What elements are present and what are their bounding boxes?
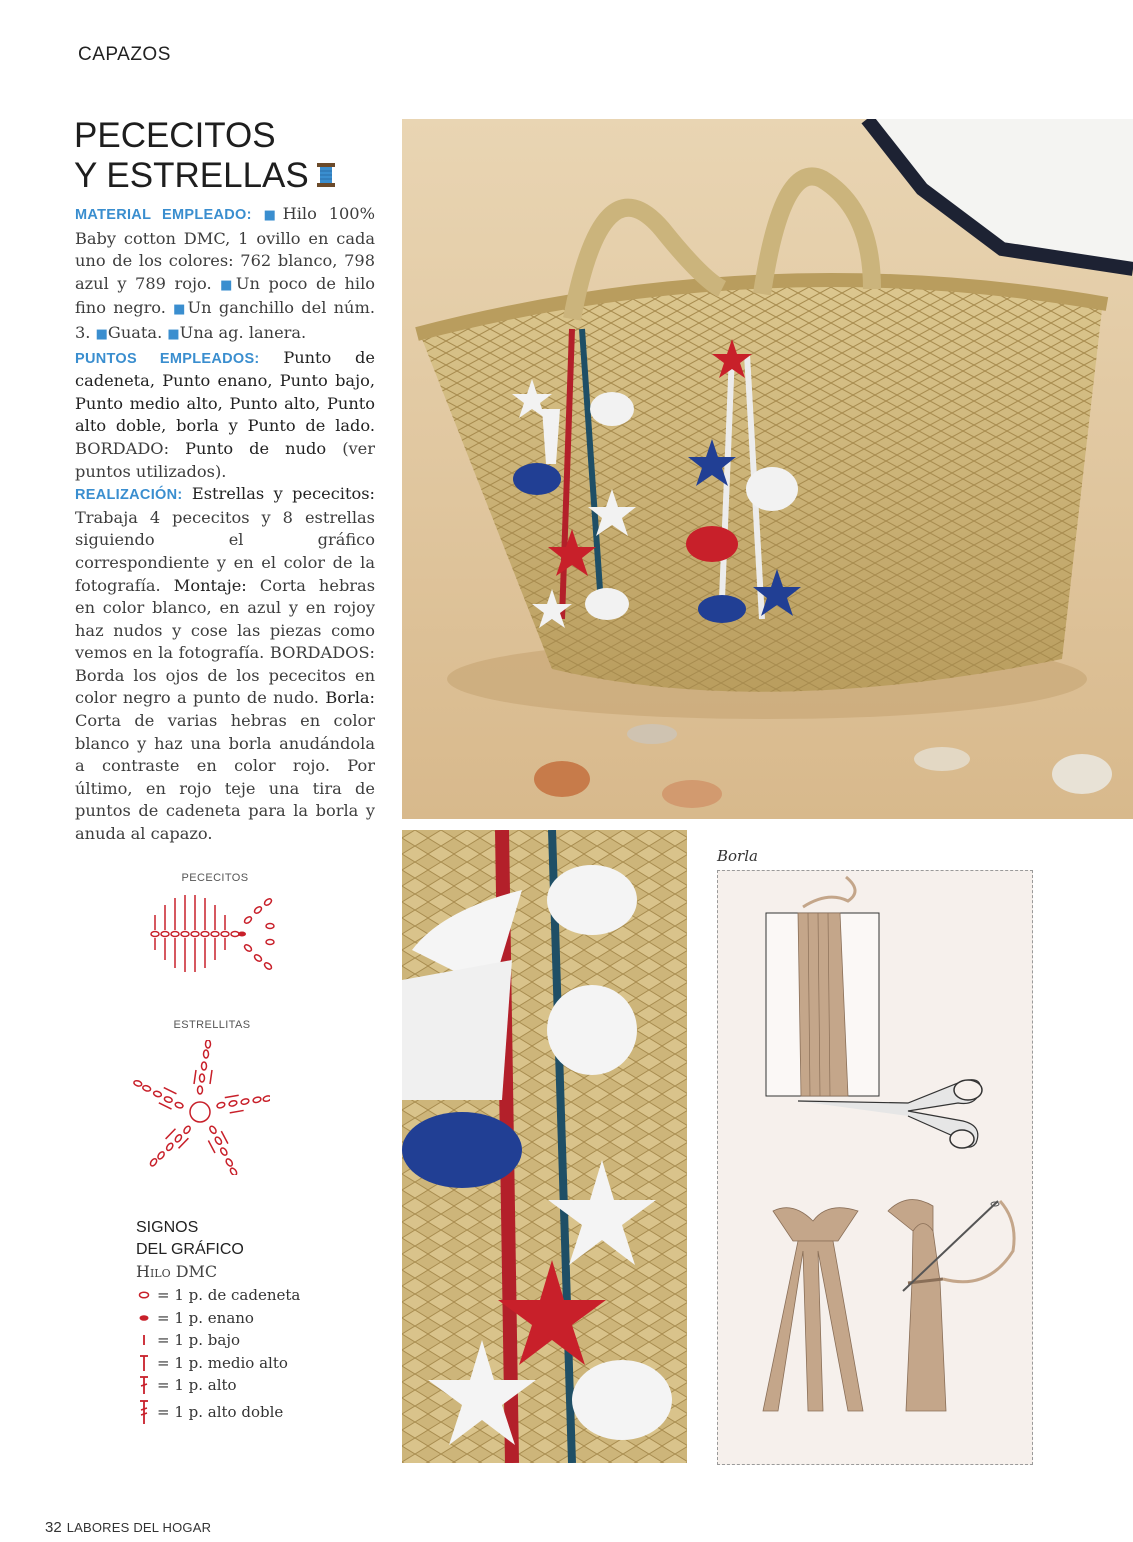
puntos-paragraph bbox=[75, 347, 375, 484]
legend-row bbox=[136, 1352, 300, 1375]
illustration-label: Borla bbox=[717, 847, 758, 865]
legend-title-line: SIGNOS bbox=[136, 1219, 199, 1236]
borla-text: Corta de varias hebras en color blanco y haz una borla anudándola a contraste en color rojo. Por último, en rojo teje una tira de puntos de cadeneta para la borla y anuda al capazo. bbox=[75, 711, 375, 844]
montaje-text: Corta hebras en color blanco, en azul y en rojoy haz nudos y cose las piezas como vemos en la fotografía. BORDADOS: Borda los ojos de los pececitos en color negro a punto de nudo. bbox=[75, 575, 375, 708]
legend-row bbox=[136, 1329, 300, 1352]
basket-photo bbox=[402, 119, 1133, 819]
page-number: 32 bbox=[45, 1519, 62, 1536]
star-chart-caption: ESTRELLITAS bbox=[173, 1019, 251, 1031]
chain-stitch-symbol-icon bbox=[136, 1291, 152, 1299]
stitch-legend bbox=[136, 1284, 300, 1427]
legend-label: = 1 p. enano bbox=[157, 1308, 254, 1327]
realizacion-text: Trabaja 4 pececitos y 8 estrellas siguiendo el gráfico correspondiente y en el color de la fotografía. bbox=[75, 507, 375, 595]
instructions-text bbox=[75, 203, 375, 846]
double-crochet-symbol-icon bbox=[136, 1375, 152, 1395]
montaje-label: Montaje: bbox=[173, 575, 247, 595]
material-item: Hilo 100% Baby cotton DMC, 1 ovillo en cada uno de los colores: 762 blanco, 798 azul y 789 rojo. bbox=[75, 204, 375, 293]
realizacion-label: REALIZACIÓN: bbox=[75, 487, 183, 504]
tassel-illustration bbox=[717, 870, 1033, 1465]
half-double-crochet-symbol-icon bbox=[136, 1354, 152, 1372]
bordado-label: BORDADO: bbox=[75, 438, 170, 458]
bordado-stitch: Punto de nudo bbox=[185, 438, 327, 458]
legend-row bbox=[136, 1374, 300, 1397]
fish-chart bbox=[140, 890, 280, 989]
realizacion-paragraph bbox=[75, 483, 375, 846]
single-crochet-symbol-icon bbox=[136, 1333, 152, 1347]
closeup-photo bbox=[402, 830, 687, 1463]
slip-stitch-symbol-icon bbox=[136, 1314, 152, 1322]
article-title bbox=[74, 116, 337, 198]
title-line-1: PECECITOS bbox=[74, 116, 276, 155]
legend-label: = 1 p. alto doble bbox=[157, 1402, 284, 1421]
puntos-label: PUNTOS EMPLEADOS: bbox=[75, 350, 260, 367]
legend-label: = 1 p. medio alto bbox=[157, 1353, 288, 1372]
material-item: Un poco de hilo fino negro. bbox=[75, 273, 375, 318]
thread-spool-icon bbox=[315, 158, 337, 198]
magazine-name: LABORES DEL HOGAR bbox=[66, 1520, 212, 1535]
treble-crochet-symbol-icon bbox=[136, 1399, 152, 1425]
realizacion-subhead: Estrellas y pececitos: bbox=[191, 484, 375, 504]
fish-chart-caption: PECECITOS bbox=[181, 872, 249, 884]
legend-label: = 1 p. alto bbox=[157, 1376, 237, 1395]
puntos-note: (ver puntos utilizados). bbox=[75, 438, 375, 481]
material-paragraph: MATERIAL EMPLEADO: ■Hilo 100% Baby cotton DMC, 1 ovillo en cada uno de los colores: 762 blanco, 798 azul y 789 rojo. ■Un poco de hilo fino negro. ■Un ganchillo del núm. 3. ■Guata. ■Una ag. lanera. bbox=[75, 204, 375, 342]
legend-row bbox=[136, 1397, 300, 1427]
material-item: Un ganchillo del núm. 3. bbox=[75, 298, 375, 342]
puntos-list: Punto de cadeneta, Punto enano, Punto bajo, Punto medio alto, Punto alto, Punto alto doble, borla y Punto de lado. bbox=[75, 347, 375, 436]
legend-row bbox=[136, 1307, 300, 1330]
legend-title-line: DEL GRÁFICO bbox=[136, 1241, 244, 1258]
page-footer bbox=[45, 1519, 211, 1536]
star-chart bbox=[130, 1040, 270, 1179]
material-label: MATERIAL EMPLEADO: bbox=[75, 207, 252, 223]
legend-row bbox=[136, 1284, 300, 1307]
material-item: Guata. bbox=[107, 322, 163, 342]
legend-label: = 1 p. bajo bbox=[157, 1331, 241, 1350]
legend-title bbox=[136, 1217, 244, 1261]
borla-label: Borla: bbox=[325, 688, 375, 708]
material-item: Una ag. lanera. bbox=[179, 322, 307, 342]
section-heading: CAPAZOS bbox=[78, 44, 171, 65]
legend-label: = 1 p. de cadeneta bbox=[157, 1286, 301, 1305]
title-line-2: Y ESTRELLAS bbox=[74, 156, 337, 198]
legend-subtitle: Hilo DMC bbox=[136, 1262, 218, 1281]
